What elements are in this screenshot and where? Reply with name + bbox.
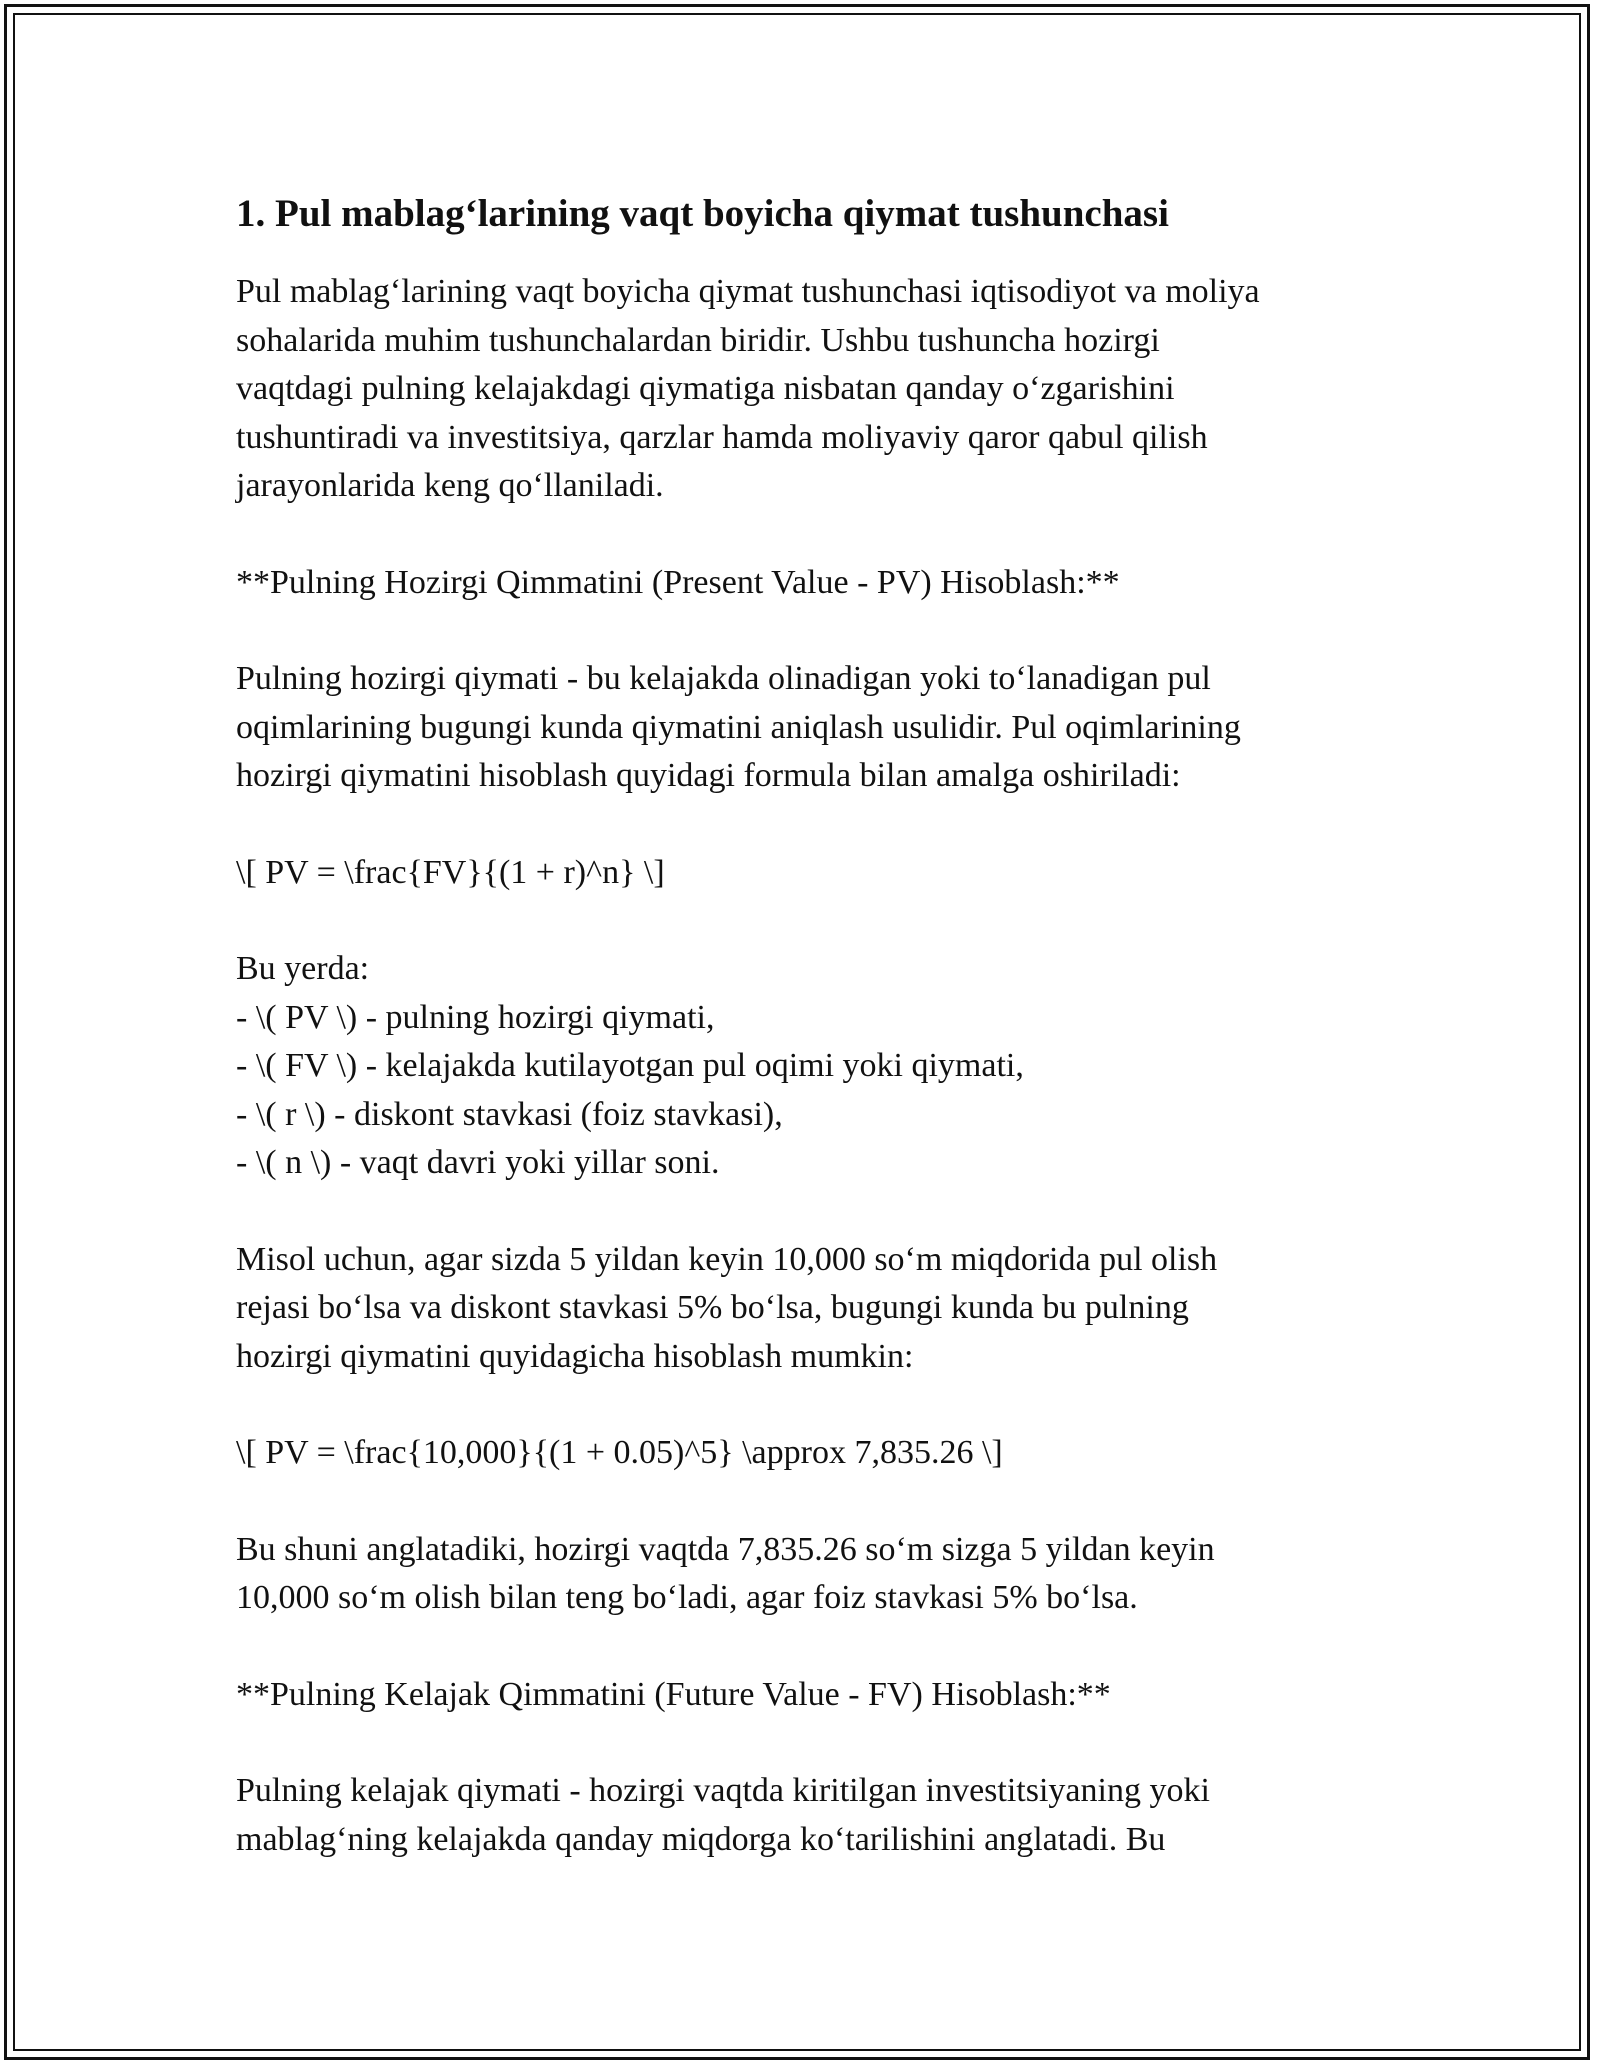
fv-intro-paragraph [236,1767,1356,1864]
example-paragraph [236,1236,1356,1382]
text-line: jarayonlarida keng qo‘llaniladi. [236,467,664,504]
text-line: Bu yerda: [236,950,370,987]
variable-definitions [236,945,1356,1188]
text-line: vaqtdagi pulning kelajakdagi qiymatiga nisbatan qanday o‘zgarishini [236,370,1175,407]
list-item: - \( n \) - vaqt davri yoki yillar soni. [236,1144,720,1181]
text-line: Pul mablag‘larining vaqt boyicha qiymat tushunchasi iqtisodiyot va moliya [236,273,1260,310]
document-body [236,186,1356,1912]
text-line: tushuntiradi va investitsiya, qarzlar hamda moliyaviy qaror qabul qilish [236,418,1208,456]
pv-formula: \[ PV = \frac{FV}{(1 + r)^n} \] [236,853,665,891]
text-line: mablag‘ning kelajakda qanday miqdorga ko‘tarilishini anglatadi. Bu [236,1820,1166,1858]
list-item: - \( PV \) - pulning hozirgi qiymati, [236,998,715,1036]
text-line: Pulning kelajak qiymati - hozirgi vaqtda kiritilgan investitsiyaning yoki [236,1772,1210,1809]
text-line: Pulning hozirgi qiymati - bu kelajakda olinadigan yoki to‘lanadigan pul [236,660,1211,697]
section-heading: 1. Pul mablag‘larining vaqt boyicha qiymat tushunchasi [236,192,1169,235]
conclusion-paragraph [236,1526,1356,1623]
text-line: Misol uchun, agar sizda 5 yildan keyin 10,000 so‘m miqdorida pul olish [236,1240,1218,1278]
text-line: rejasi bo‘lsa va diskont stavkasi 5% bo‘lsa, bugungi kunda bu pulning [236,1289,1189,1326]
text-line: sohalarida muhim tushunchalardan biridir. Ushbu tushuncha hozirgi [236,321,1160,359]
list-item: - \( r \) - diskont stavkasi (foiz stavkasi), [236,1095,783,1133]
list-item: - \( FV \) - kelajakda kutilayotgan pul oqimi yoki qiymati, [236,1047,1024,1084]
fv-subheading: **Pulning Kelajak Qimmatini (Future Value - FV) Hisoblash:** [236,1675,1111,1713]
example-formula: \[ PV = \frac{10,000}{(1 + 0.05)^5} \approx 7,835.26 \] [236,1434,1003,1471]
pv-intro-paragraph [236,655,1356,801]
text-line: 10,000 so‘m olish bilan teng bo‘ladi, agar foiz stavkasi 5% bo‘lsa. [236,1579,1138,1616]
intro-paragraph [236,268,1356,511]
text-line: hozirgi qiymatini hisoblash quyidagi formula bilan amalga oshiriladi: [236,757,1181,794]
pv-subheading: **Pulning Hozirgi Qimmatini (Present Value - PV) Hisoblash:** [236,563,1120,601]
text-line: hozirgi qiymatini quyidagicha hisoblash mumkin: [236,1337,914,1375]
text-line: oqimlarining bugungi kunda qiymatini aniqlash usulidir. Pul oqimlarining [236,708,1241,746]
text-line: Bu shuni anglatadiki, hozirgi vaqtda 7,835.26 so‘m sizga 5 yildan keyin [236,1530,1215,1568]
